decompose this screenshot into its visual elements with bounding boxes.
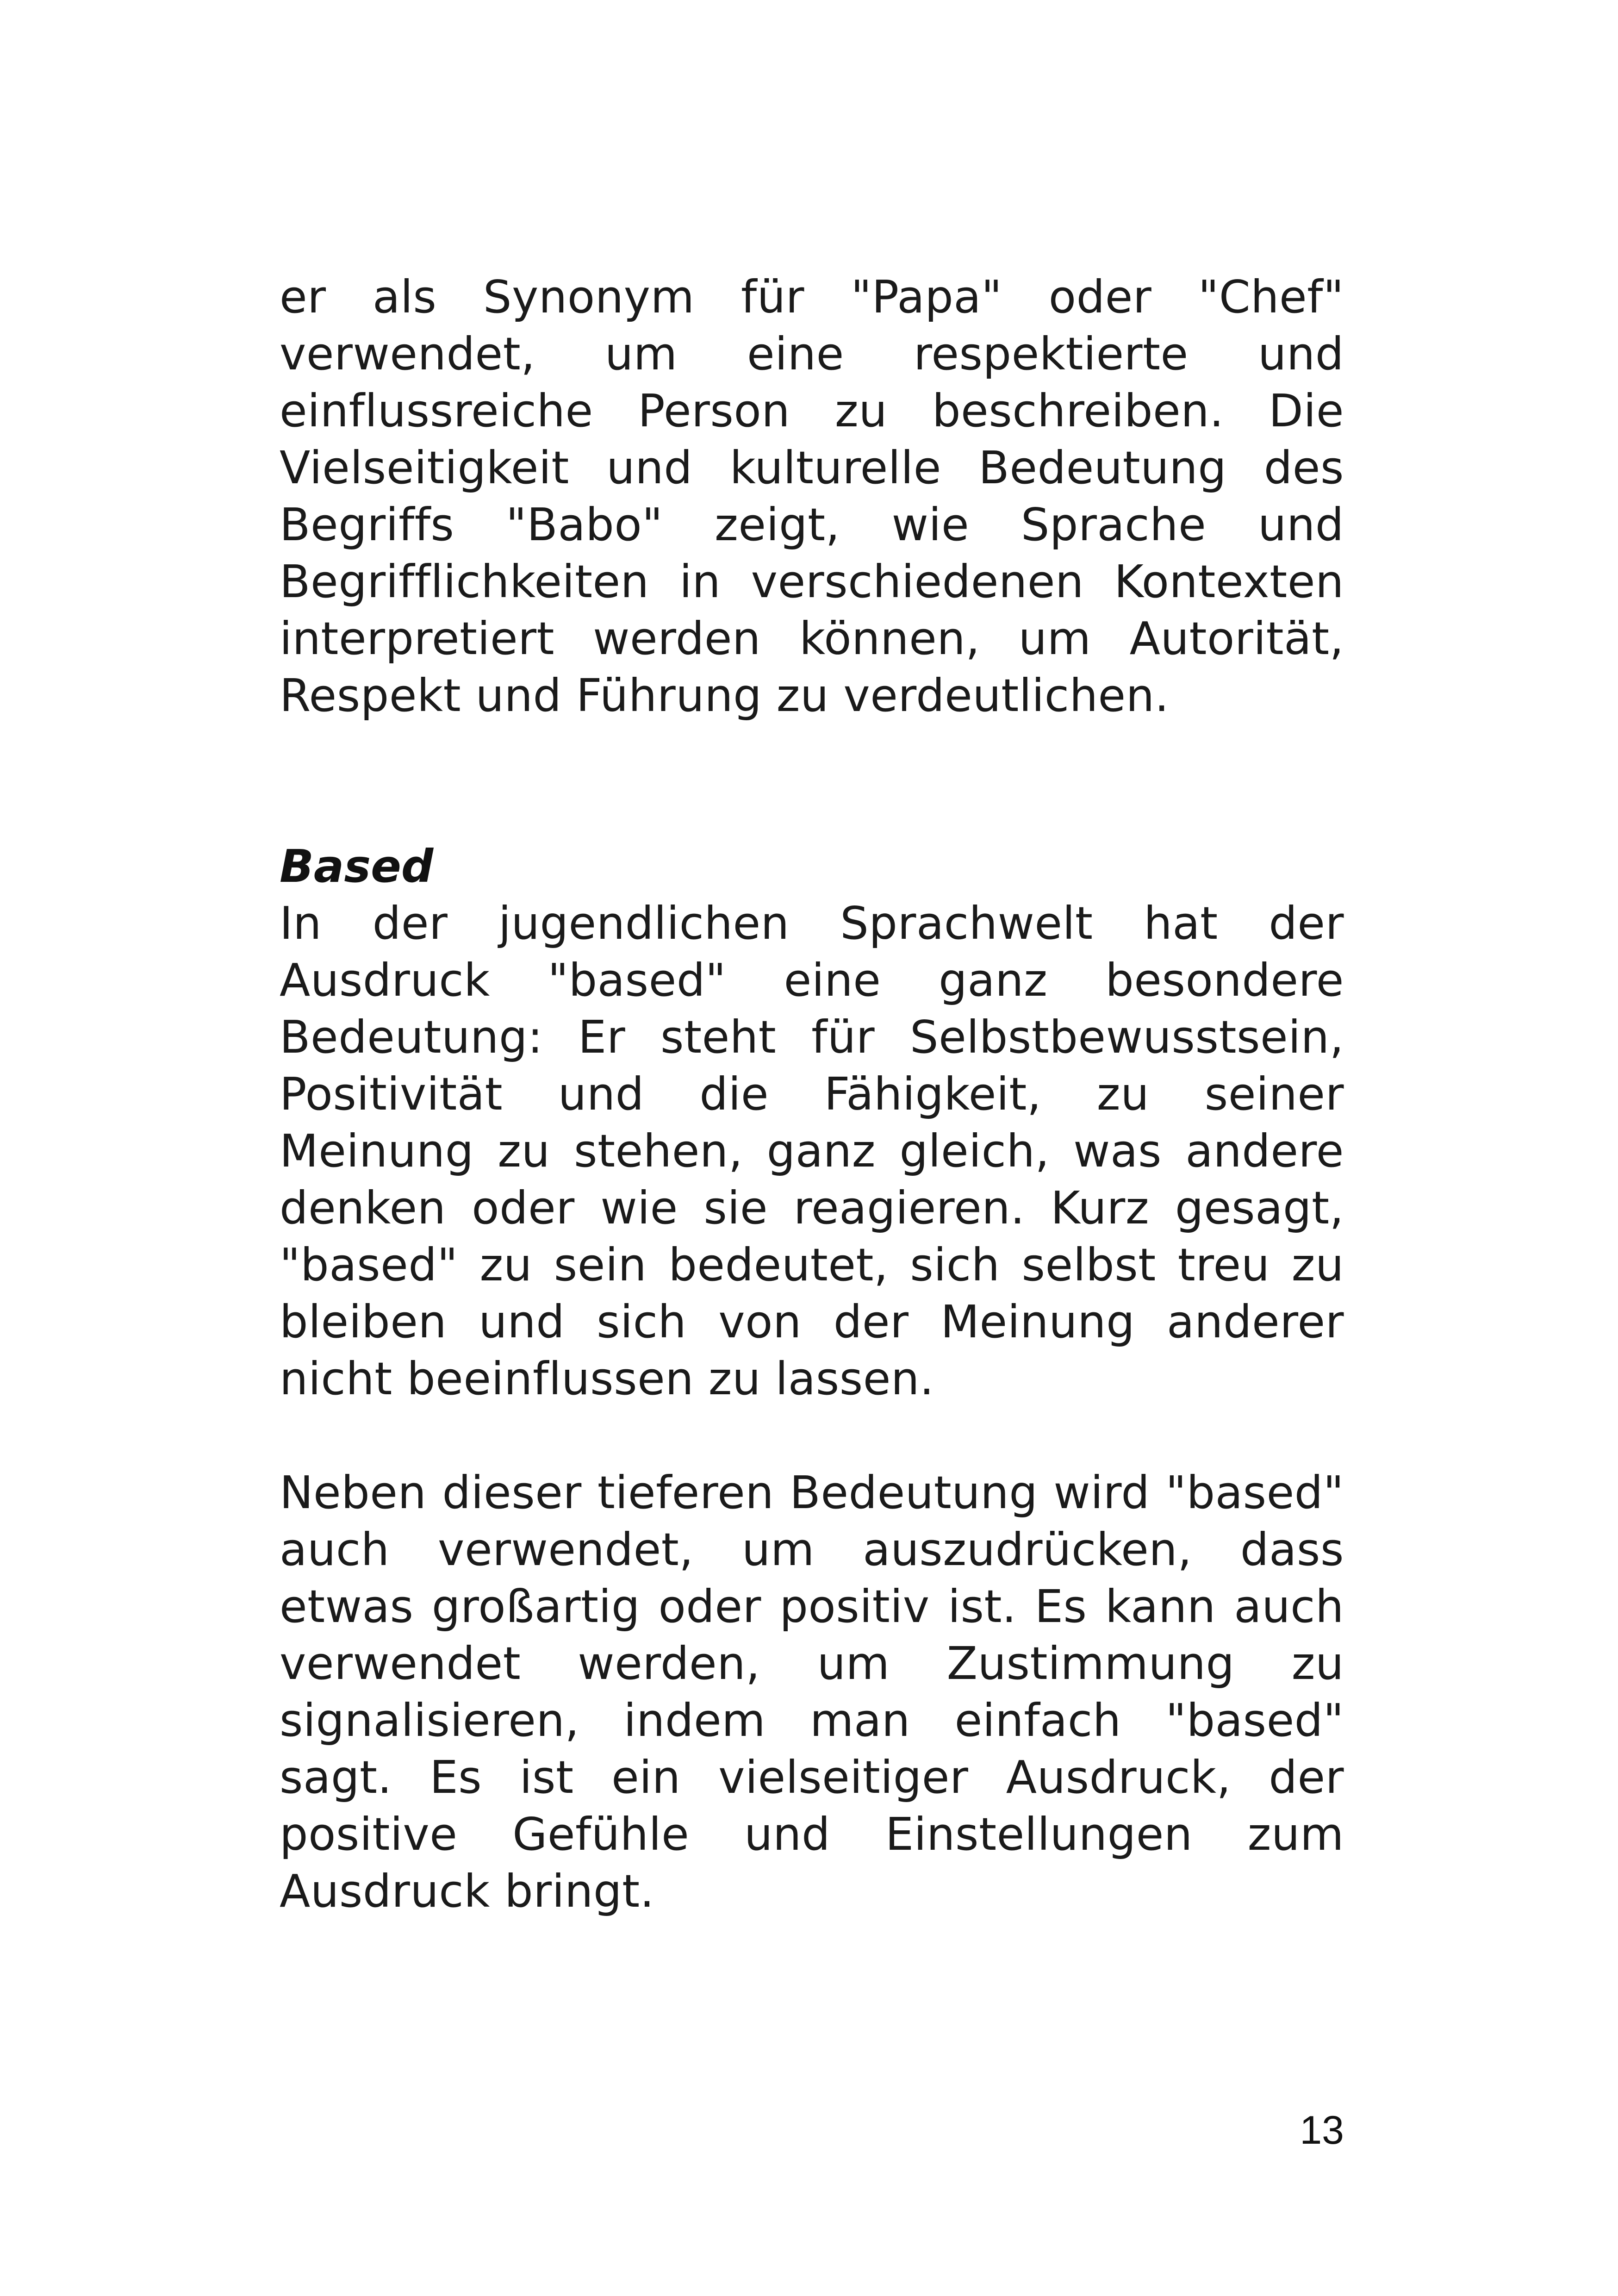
section-heading: Based <box>280 840 434 892</box>
page-number: 13 <box>1300 2108 1344 2152</box>
intro-paragraph: er als Synonym für "Papa" oder "Chef" verwendet, um eine respektierte und einflussreiche Person zu beschreiben. Die Vielseitigkeit und kulturelle Bedeutung des Begriffs "Babo" zeigt, wie Sprache und Begrifflichkeiten in verschiedenen Kontexten interpretiert werden können, um Autorität, Respekt und Führung zu verdeutlichen. <box>280 271 1344 722</box>
section-paragraph-2: Neben dieser tieferen Bedeutung wird "based" auch verwendet, um auszudrücken, dass etwas großartig oder positiv ist. Es kann auch verwendet werden, um Zustimmung zu signalisieren, indem man einfach "based" sagt. Es ist ein vielseitiger Ausdruck, der positive Gefühle und Einstellungen zum Ausdruck bringt. <box>280 1466 1344 1917</box>
section-paragraph-1: In der jugendlichen Sprachwelt hat der Ausdruck "based" eine ganz besondere Bedeutung: Er steht für Selbstbewusstsein, Positivität und die Fähigkeit, zu seiner Meinung zu stehen, ganz gleich, was andere denken oder wie sie reagieren. Kurz gesagt, "based" zu sein bedeutet, sich selbst treu zu bleiben und sich von der Meinung anderer nicht beeinflussen zu lassen. <box>280 897 1344 1405</box>
paragraph-spacer <box>280 1407 1344 1464</box>
section-spacer <box>280 724 1344 838</box>
page-body <box>280 268 1344 1920</box>
